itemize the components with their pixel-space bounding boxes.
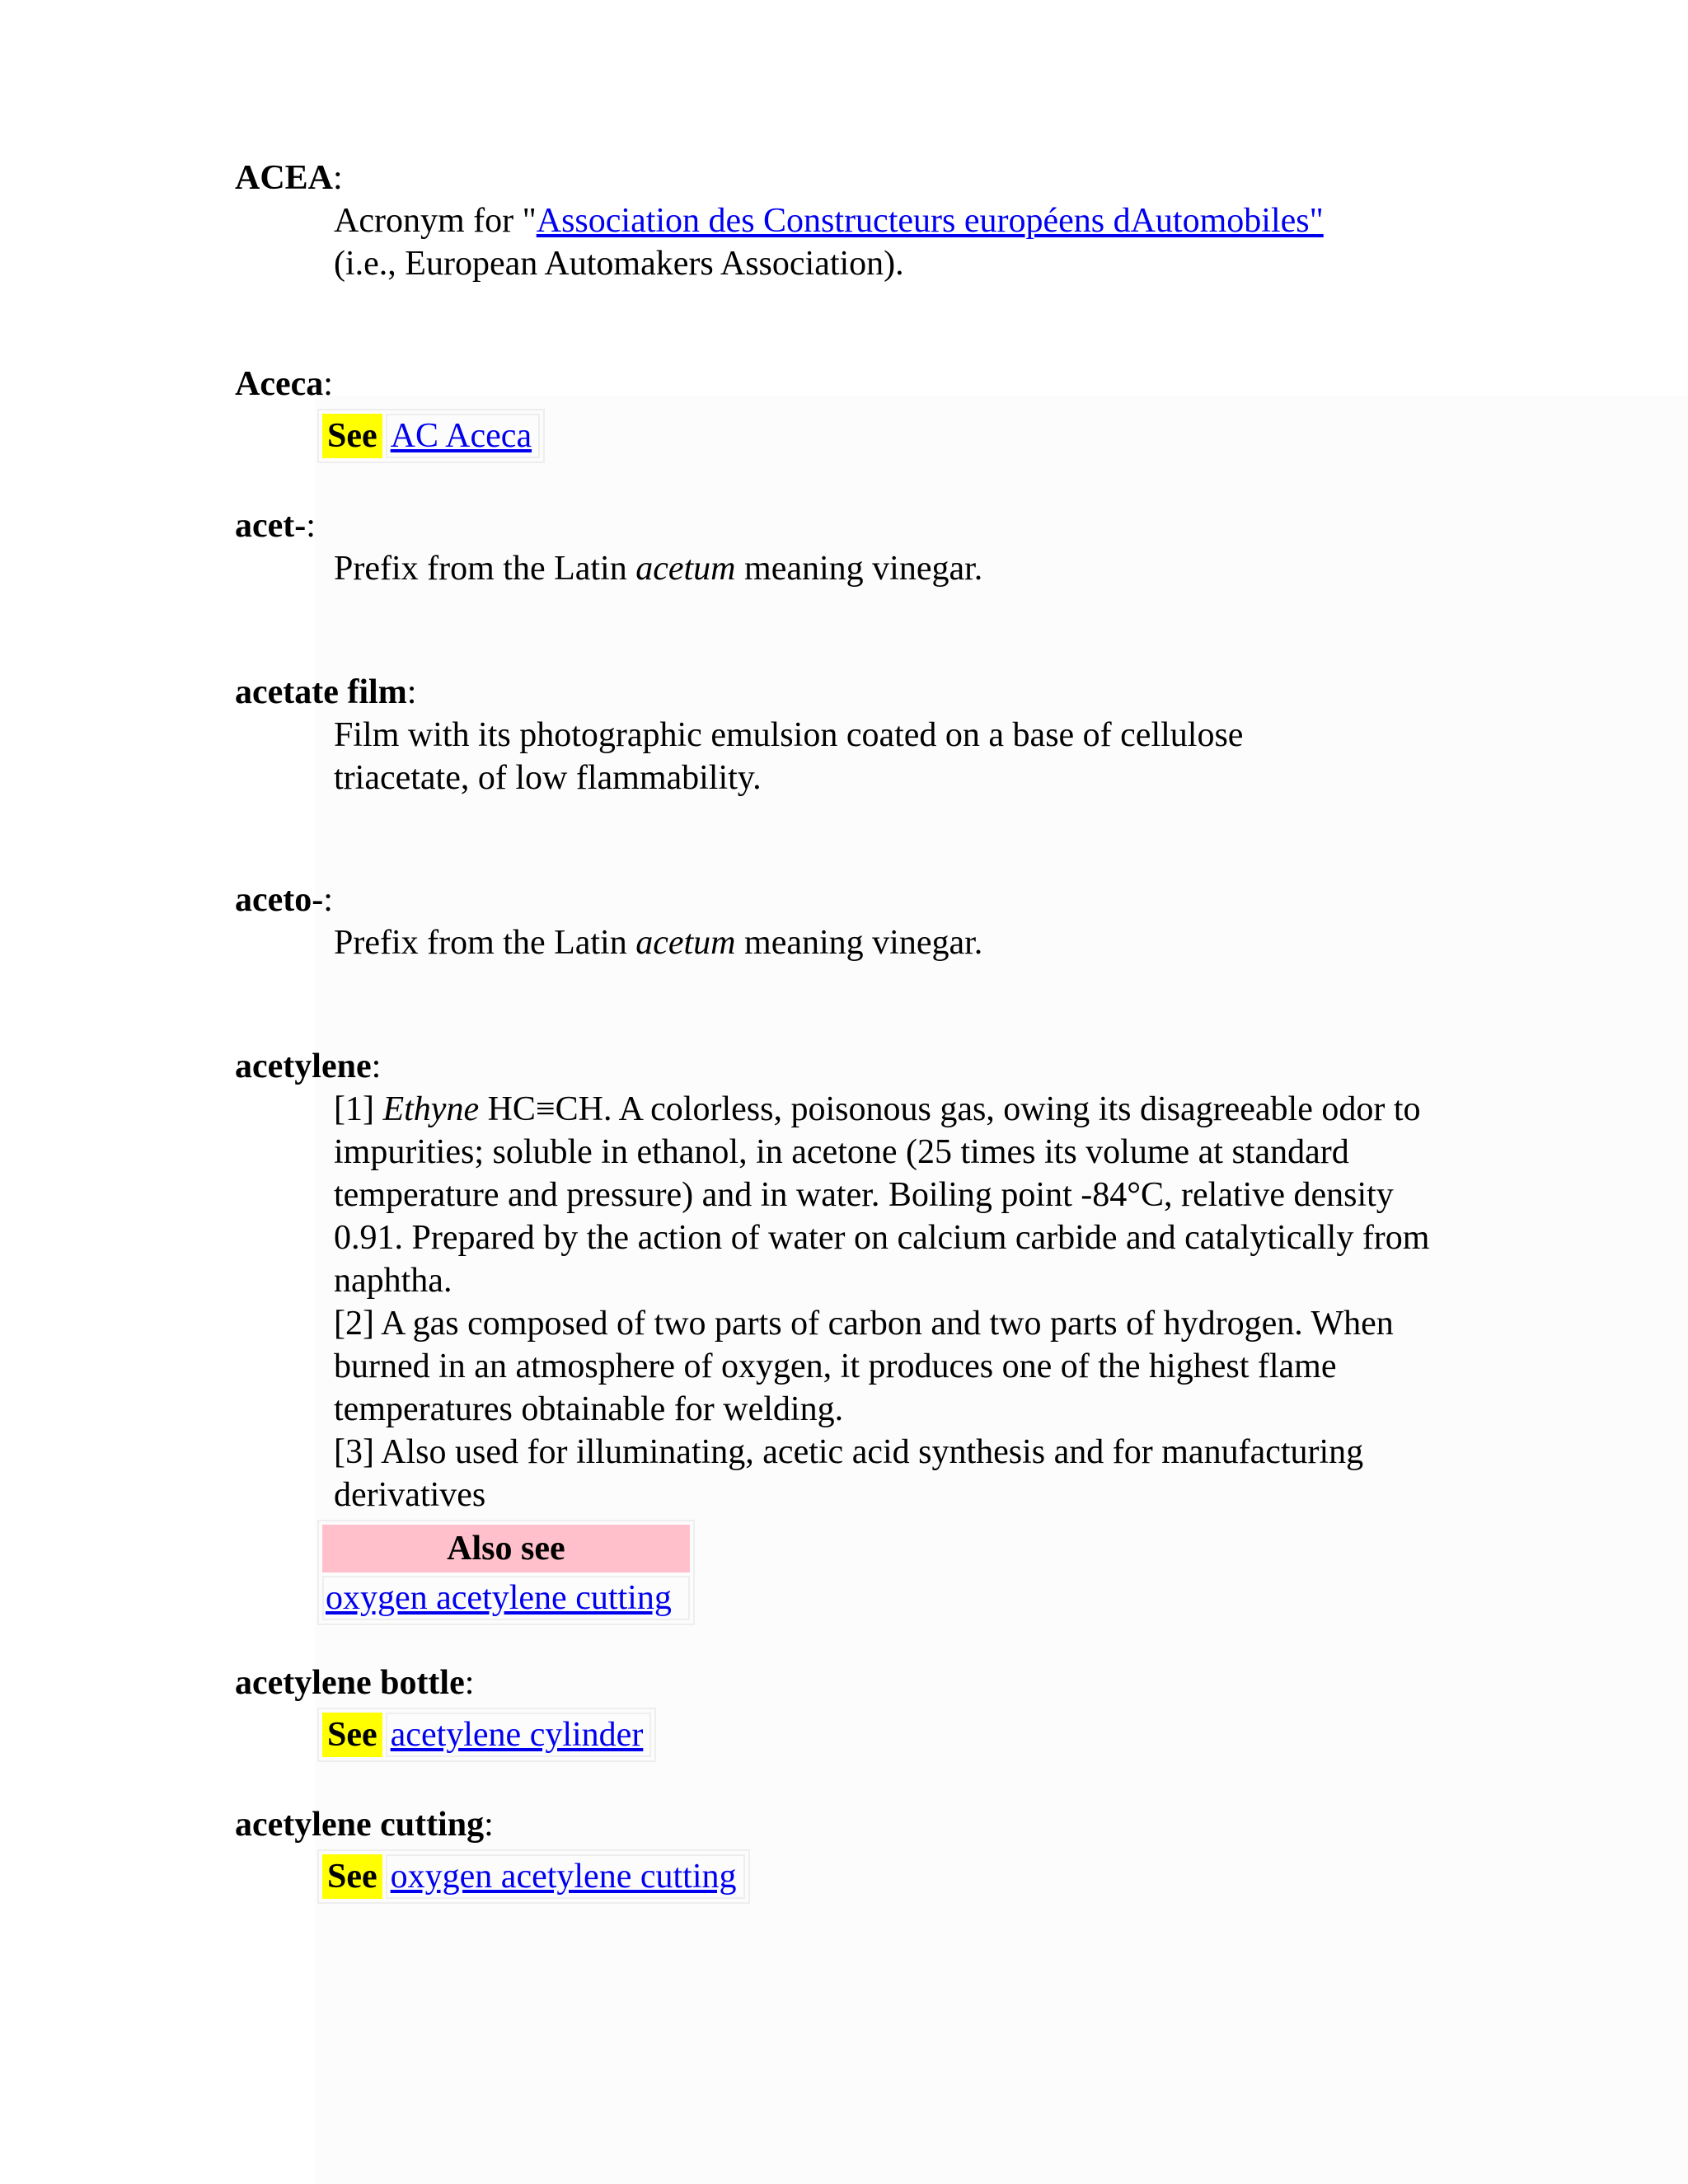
definition: Film with its photographic emulsion coated on a base of cellulose triacetate, of low flammability. xyxy=(334,716,1244,797)
entry-acetate-film xyxy=(235,671,1471,799)
definition-number: [1] xyxy=(334,1090,383,1128)
also-see-cell xyxy=(322,1576,690,1620)
also-see-box xyxy=(317,1520,695,1625)
see-link-oxygen-acetylene-cutting[interactable]: oxygen acetylene cutting xyxy=(390,1858,737,1896)
term-colon: : xyxy=(406,673,417,711)
term-colon: : xyxy=(323,881,333,919)
entry-aceto xyxy=(235,879,1471,964)
term: acetate film xyxy=(235,673,407,711)
term-colon: : xyxy=(323,365,333,403)
term: acetylene xyxy=(235,1047,372,1085)
term: acetylene bottle xyxy=(235,1664,465,1702)
definition-text: meaning vinegar. xyxy=(735,924,983,962)
term: acet- xyxy=(235,507,307,545)
entry-acea xyxy=(235,157,1471,285)
definition xyxy=(334,547,1488,590)
definition xyxy=(334,921,1488,964)
definition-2: [2] A gas composed of two parts of carbon and two parts of hydrogen. When burned in an atmosphere of oxygen, it produces one of the highest flame temperatures obtainable for welding. xyxy=(334,1305,1394,1428)
term-colon: : xyxy=(464,1664,475,1702)
entry-aceca xyxy=(235,363,1471,463)
see-label: See xyxy=(322,414,382,458)
term-colon: : xyxy=(371,1047,382,1085)
term-heading xyxy=(235,1661,1471,1704)
term-heading xyxy=(235,879,1471,921)
also-see-link-oxygen-acetylene-cutting[interactable]: oxygen acetylene cutting xyxy=(326,1579,672,1617)
synonym: Ethyne xyxy=(382,1090,480,1128)
definition-1 xyxy=(334,1088,1438,1302)
see-box xyxy=(317,1849,750,1904)
definition-text: meaning vinegar. xyxy=(735,550,983,588)
term: acetylene cutting xyxy=(235,1806,485,1844)
entry-acetylene xyxy=(235,1045,1471,1625)
acea-link[interactable]: Association des Constructeurs européens dAutomobiles" xyxy=(536,202,1324,240)
see-link-ac-aceca[interactable]: AC Aceca xyxy=(390,417,532,455)
term-colon: : xyxy=(484,1806,494,1844)
see-cell xyxy=(386,414,540,458)
term-heading xyxy=(235,1803,1471,1846)
definition-text: Acronym for " xyxy=(334,202,537,240)
definition-text: Prefix from the Latin xyxy=(334,924,636,962)
see-label: See xyxy=(322,1854,382,1899)
term-heading xyxy=(235,504,1471,547)
definition-text: (i.e., European Automakers Association). xyxy=(334,245,904,283)
definition-3: [3] Also used for illuminating, acetic acid synthesis and for manufacturing derivatives xyxy=(334,1433,1364,1514)
see-label: See xyxy=(322,1713,382,1757)
see-cell xyxy=(386,1713,652,1757)
term-colon: : xyxy=(333,159,343,197)
entry-acet xyxy=(235,504,1471,590)
entry-acetylene-cutting xyxy=(235,1803,1471,1904)
term-heading xyxy=(235,671,1471,714)
term-heading xyxy=(235,363,1471,405)
see-box xyxy=(317,1708,656,1762)
see-box xyxy=(317,409,545,463)
latin-word: acetum xyxy=(635,924,736,962)
definition xyxy=(334,1088,1438,1516)
term: aceto- xyxy=(235,881,324,919)
term-heading xyxy=(235,157,1471,199)
definition-text: HC≡CH. A colorless, poisonous gas, owing its disagreeable odor to impurities; soluble in ethanol, in acetone (25 times its volume at standard temperature and pressure) and in water. Boiling point -84°C, relative density 0.91. Prepared by the action of water on calcium carbide and catalytically from naphtha. xyxy=(334,1090,1430,1300)
term: ACEA xyxy=(235,159,334,197)
term-heading xyxy=(235,1045,1471,1088)
also-see-header: Also see xyxy=(322,1525,690,1572)
definition xyxy=(334,199,1488,285)
latin-word: acetum xyxy=(635,550,736,588)
see-link-acetylene-cylinder[interactable]: acetylene cylinder xyxy=(390,1716,644,1754)
see-cell xyxy=(386,1854,745,1899)
term: Aceca xyxy=(235,365,324,403)
definition-text: Prefix from the Latin xyxy=(334,550,636,588)
entry-acetylene-bottle xyxy=(235,1661,1471,1762)
term-colon: : xyxy=(306,507,316,545)
